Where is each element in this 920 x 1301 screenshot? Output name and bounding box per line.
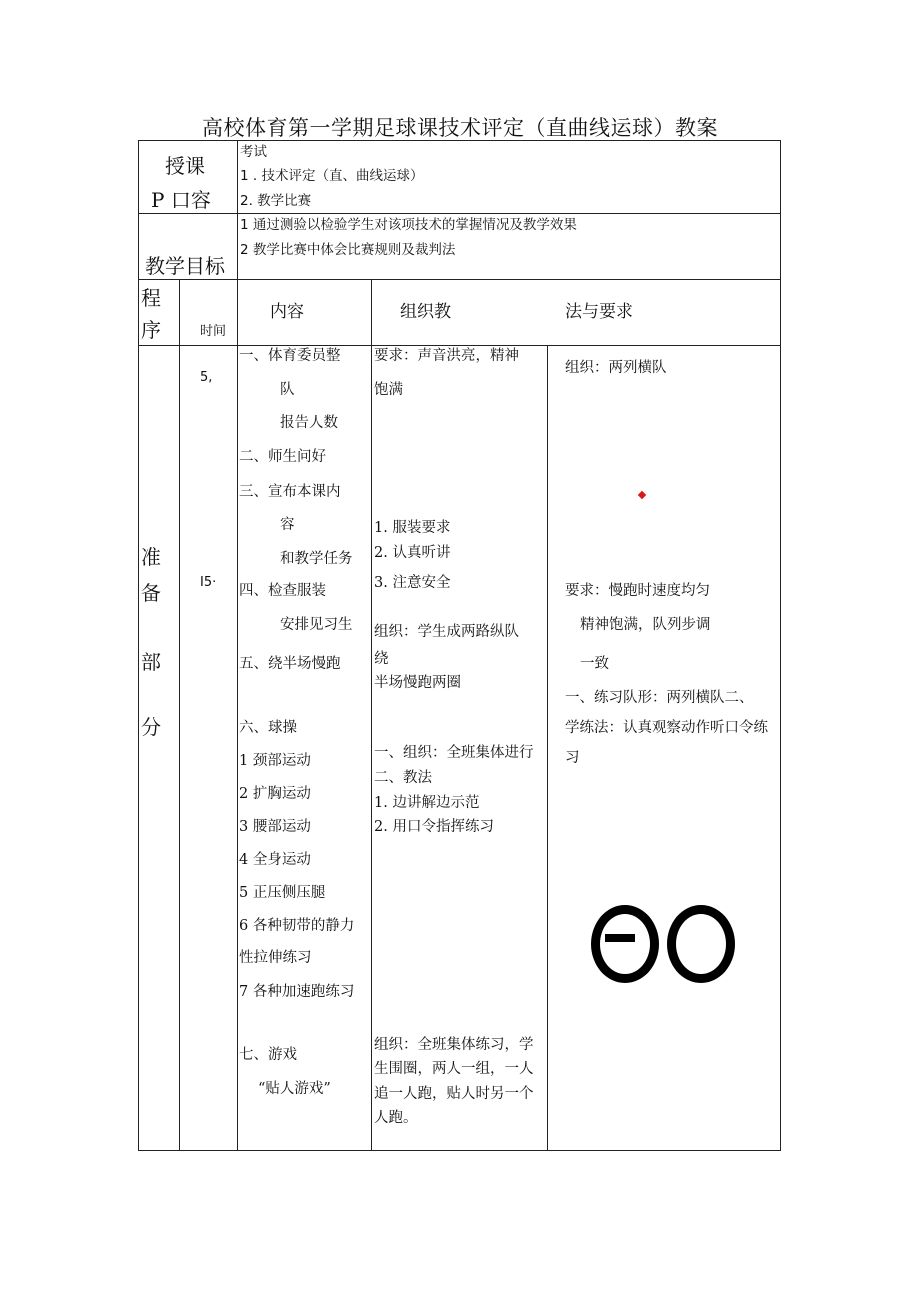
content-line: 二、师生问好: [239, 449, 326, 465]
org-line: 组织：学生成两路纵队: [374, 624, 519, 640]
content-line: 和教学任务: [280, 551, 353, 567]
left-circle-icon: [591, 905, 659, 983]
org-line: 半场慢跑两圈: [374, 675, 461, 691]
program-header: 程: [141, 286, 161, 310]
req-line: 要求：慢跑时速度均匀: [565, 583, 710, 599]
content-line: 三、宣布本课内: [239, 484, 341, 500]
org-line: 组织：全班集体练习，学: [374, 1037, 534, 1053]
time-header: 时间: [200, 324, 227, 339]
content-header: 内容: [270, 302, 304, 322]
time-value: 5,: [200, 370, 213, 385]
content-line: 容: [280, 517, 295, 533]
center-bar-icon: [605, 934, 635, 942]
section-label-char: 准: [141, 545, 161, 569]
objective-item: 2 教学比赛中体会比赛规则及裁判法: [240, 242, 456, 258]
content-line: 4 全身运动: [239, 852, 311, 868]
org-line: 3. 注意安全: [374, 575, 451, 591]
content-line: 报告人数: [280, 415, 338, 431]
content-line: 2 扩胸运动: [239, 786, 311, 802]
method-header: 法与要求: [565, 302, 633, 322]
content-line: 五、绕半场慢跑: [239, 656, 341, 672]
objective-item: 1 通过测验以检验学生对该项技术的掌握情况及教学效果: [240, 217, 577, 233]
content-line: 7 各种加速跑练习: [239, 984, 355, 1000]
content-line: 3 腰部运动: [239, 819, 311, 835]
content-line: 性拉伸练习: [239, 950, 312, 966]
org-line: 饱满: [374, 382, 403, 398]
org-line: 绕: [374, 651, 389, 667]
req-line: 学练法：认真观察动作听口令练: [565, 720, 768, 736]
content-line: 1 颈部运动: [239, 753, 311, 769]
content-line: 5 正压侧压腿: [239, 885, 326, 901]
org-line: 一、组织：全班集体进行: [374, 745, 534, 761]
content-line: 一、体育委员整: [239, 348, 341, 364]
right-circle-icon: [667, 905, 735, 983]
formation-marker: [638, 491, 646, 499]
organize-header: 组织教: [400, 302, 451, 322]
req-line: 精神饱满，队列步调: [580, 617, 711, 633]
content-item: 2. 教学比赛: [240, 193, 312, 209]
program-header-line2: 序: [141, 318, 161, 342]
content-line: 安排见习生: [280, 617, 353, 633]
content-line: 队: [280, 382, 295, 398]
org-line: 要求：声音洪亮，精神: [374, 348, 519, 364]
content-line: 七、游戏: [239, 1047, 297, 1063]
content-label: 授课: [165, 154, 205, 178]
section-label-char: 分: [141, 715, 161, 739]
content-line: 六、球操: [239, 720, 297, 736]
content-line: 四、检查服装: [239, 583, 326, 599]
req-line: 习: [565, 750, 580, 766]
org-line: 1. 边讲解边示范: [374, 795, 480, 811]
content-item: 1 . 技术评定（直、曲线运球）: [240, 168, 424, 184]
document-title: 高校体育第一学期足球课技术评定（直曲线运球）教案: [202, 116, 718, 140]
req-line: 组织：两列横队: [565, 360, 667, 376]
org-line: 1. 服装要求: [374, 520, 451, 536]
section-label-char: 部: [141, 650, 161, 674]
org-line: 人跑。: [374, 1110, 418, 1126]
content-line: “贴人游戏”: [258, 1081, 331, 1097]
req-line: 一、练习队形：两列横队二、: [565, 690, 754, 706]
section-label-char: 备: [141, 581, 161, 605]
org-line: 追一人跑，贴人时另一个: [374, 1086, 534, 1102]
content-item: 考试: [240, 144, 267, 160]
org-line: 2. 认真听讲: [374, 545, 451, 561]
org-line: 生围圈，两人一组，一人: [374, 1061, 534, 1077]
req-line: 一致: [580, 656, 609, 672]
org-line: 2. 用口令指挥练习: [374, 819, 494, 835]
objective-label: 教学目标: [145, 254, 225, 278]
content-line: 6 各种韧带的静力: [239, 918, 355, 934]
content-label-line2: P 口容: [151, 188, 211, 212]
org-line: 二、教法: [374, 770, 432, 786]
time-value: I5·: [200, 575, 217, 590]
